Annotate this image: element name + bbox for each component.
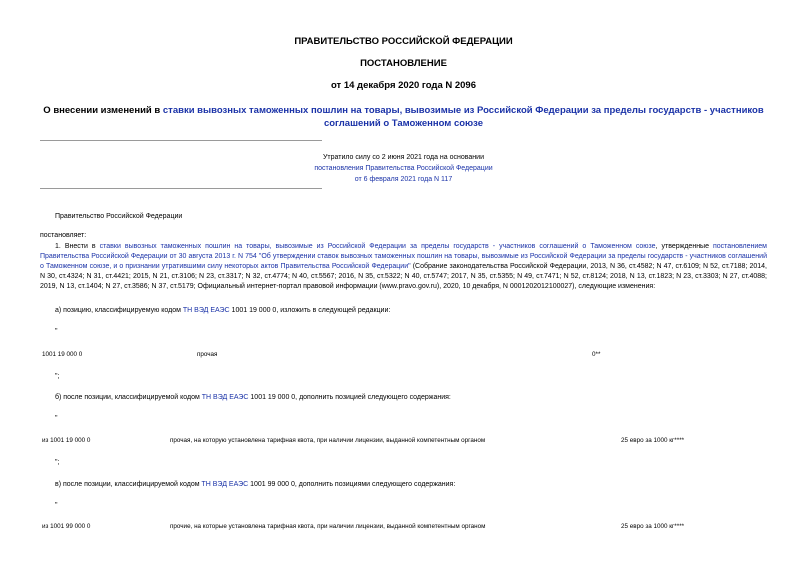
item-b-close-quote: "; (55, 459, 60, 466)
item-a-name: прочая (197, 351, 218, 358)
item-c-open-quote: " (55, 502, 58, 509)
item-a-open-quote: " (55, 328, 58, 335)
document-date-number: от 14 декабря 2020 года N 2096 (330, 80, 476, 91)
document-type: ПОСТАНОВЛЕНИЕ (360, 58, 447, 69)
status-link-decree[interactable]: постановления Правительства Российской Федерации (314, 165, 493, 172)
item-c-end: 1001 99 000 0, дополнить позициями следующего содержания: (248, 481, 456, 488)
item-b-name: прочая, на которую установлена тарифная квота, при наличии лицензии, выданной компетентным органом (170, 437, 486, 444)
item-c-name: прочие, на которые установлена тарифная квота, при наличии лицензии, выданной компетентным органом (170, 523, 486, 530)
item-b-code: из 1001 19 000 0 (42, 437, 91, 444)
title-link[interactable]: ставки вывозных таможенных пошлин на товары, вывозимые из Российской Федерации за пределы государств - участников соглашений о Таможенном союзе (162, 105, 764, 129)
item-b-tnved-link[interactable]: ТН ВЭД ЕАЭС (201, 394, 249, 401)
p1-start: 1. Внести в (55, 243, 100, 250)
item-b-open-quote: " (55, 415, 58, 422)
item-b-rate: 25 евро за 1000 кг**** (621, 437, 685, 444)
item-a-text (55, 306, 390, 315)
document-title (30, 104, 777, 130)
item-c-tnved-link[interactable]: ТН ВЭД ЕАЭС (201, 481, 249, 488)
item-c-code: из 1001 99 000 0 (42, 523, 91, 530)
title-prefix: О внесении изменений в (43, 105, 163, 116)
status-line: Утратило силу со 2 июня 2021 года на основании (322, 154, 484, 161)
item-a-code: 1001 19 000 0 (42, 351, 83, 358)
item-a-rate: 0** (592, 351, 601, 358)
item-a-close-quote: "; (55, 373, 60, 380)
item-c-text (55, 480, 455, 489)
item-a-end: 1001 19 000 0, изложить в следующей редакции: (229, 307, 391, 314)
p1-rates-link[interactable]: ставки вывозных таможенных пошлин на товары, вывозимые из Российской Федерации за пределы государств - участников соглашений о Таможенном союзе (99, 243, 656, 250)
status-rule-bottom (40, 188, 322, 189)
item-c-start: в) после позиции, классифицируемой кодом (55, 481, 202, 488)
item-b-end: 1001 19 000 0, дополнить позицией следующего содержания: (248, 394, 451, 401)
item-a-start: а) позицию, классифицируемую кодом (55, 307, 183, 314)
body-government: Правительство Российской Федерации (55, 213, 183, 220)
body-decrees: постановляет: (40, 232, 87, 239)
p1-decree-link[interactable]: постановлением Правительства Российской Федерации от 30 августа 2013 г. N 754 "Об утверждении ставок вывозных таможенных пошлин на товары, вывозимые из Российской Федерации за пределы государств - участников соглашений о Таможенном союзе, и о признании утратившими силу некоторых актов Правительства Российской Федерации" (40, 243, 767, 270)
item-a-tnved-link[interactable]: ТН ВЭД ЕАЭС (182, 307, 230, 314)
item-c-rate: 25 евро за 1000 кг**** (621, 523, 685, 530)
government-heading: ПРАВИТЕЛЬСТВО РОССИЙСКОЙ ФЕДЕРАЦИИ (294, 36, 513, 47)
status-note (300, 152, 507, 185)
item-b-start: б) после позиции, классифицируемой кодом (55, 394, 202, 401)
paragraph-1 (40, 242, 767, 292)
status-link-date[interactable]: от 6 февраля 2021 года N 117 (354, 176, 453, 183)
status-rule-top (40, 140, 322, 141)
item-b-text (55, 393, 451, 402)
p1-mid: , утвержденные (655, 243, 713, 250)
p1-end: (Собрание законодательства Российской Федерации, 2013, N 36, ст.4582; N 47, ст.6109; N 52, ст.7188; 2014, N 30, ст.4324; N 31, ст.4421; 2015, N 21, ст.3106; N 23, ст.3317; N 32, ст.4774; N 40, ст.5567; 2016, N 35, ст.5322; N 40, ст.5747; 2017, N 35, ст.5355; N 49, ст.7471; N 52, ст.8124; 2018, N 13, ст.1823; N 23, ст.3303; N 27, ст.4088; 2019, N 13, ст.1404; N 27, ст.3586; N 37, ст.5179; Официальный интернет-портал правовой информации (www.pravo.gov.ru), 2020, 10 декабря, N 0001202012100027), следующие изменения: (40, 263, 767, 290)
